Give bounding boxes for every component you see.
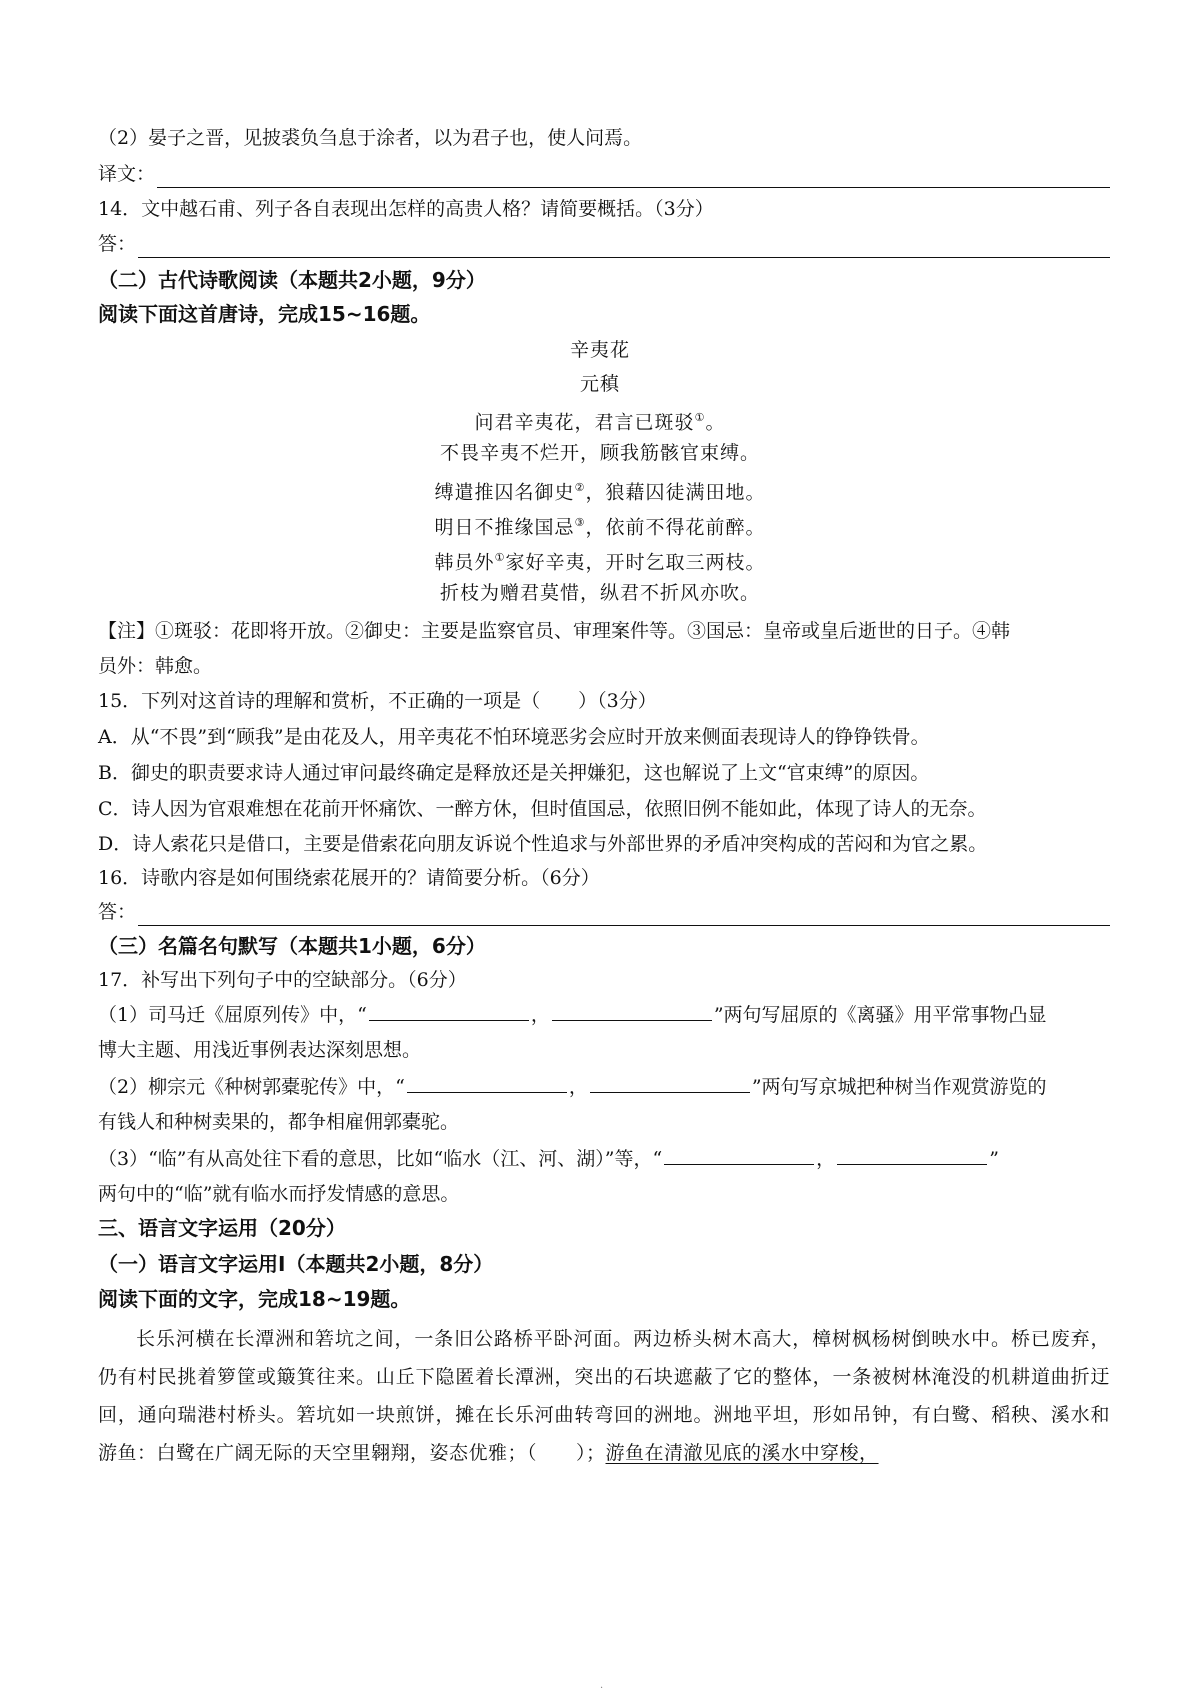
- q17-item-3: （3）“临”有从高处往下看的意思，比如“临水（江、河、湖）”等，“ ， ”: [98, 1144, 999, 1173]
- section-recite-heading: （三）名篇名句默写（本题共1小题，6分）: [98, 934, 486, 958]
- page-footer-mark: ·: [600, 1683, 604, 1694]
- footnote-marker: ①: [494, 551, 506, 564]
- q16-question: 16．诗歌内容是如何围绕索花展开的？请简要分析。（6分）: [98, 867, 600, 889]
- underlined-sentence: 游鱼在清澈见底的溪水中穿梭，: [605, 1442, 879, 1464]
- q13-2-translation-row: [98, 160, 1110, 188]
- section-poetry-instruction: 阅读下面这首唐诗，完成15~16题。: [98, 302, 431, 326]
- reading-passage: 长乐河横在长潭洲和箬坑之间，一条旧公路桥平卧河面。两边桥头树木高大，樟树枫杨树倒映水中。桥已废弃，仍有村民挑着箩筐或簸箕往来。山丘下隐匿着长潭洲，突出的石块遮蔽了它的整体，一条被树林淹没的机耕道曲折迂回，通向瑞港村桥头。箬坑如一块煎饼，摊在长乐河曲转弯回的洲地。洲地平坦，形如吊钟，有白鹭、稻秧、溪水和游鱼：白鹭在广阔无际的天空里翱翔，姿态优雅；（ ）；游鱼在清澈见底的溪水中穿梭，: [98, 1328, 1110, 1464]
- section-poetry-heading: （二）古代诗歌阅读（本题共2小题，9分）: [98, 268, 486, 292]
- poem-line: 折枝为赠君莫惜，纵君不折风亦吹。: [439, 582, 760, 604]
- q15-option-a[interactable]: A．从“不畏”到“顾我”是由花及人，用辛夷花不怕环境恶劣会应时开放来侧面表现诗人的铮铮铁骨。: [98, 726, 930, 748]
- footnote-marker: ③: [574, 516, 586, 529]
- fill-blank[interactable]: [369, 1000, 529, 1021]
- q14-answer-row: [98, 230, 1110, 258]
- poem-line: 韩员外①家好辛夷，开时乞取三两枝。: [434, 551, 766, 574]
- poem-line: 不畏辛夷不烂开，顾我筋骸官束缚。: [439, 442, 760, 464]
- q17-question: 17．补写出下列句子中的空缺部分。（6分）: [98, 969, 467, 991]
- q14-question: 14．文中越石甫、列子各自表现出怎样的高贵人格？请简要概括。（3分）: [98, 198, 714, 220]
- answer-label: 答：: [98, 233, 137, 255]
- q17-item-2: （2）柳宗元《种树郭橐驼传》中，“ ， ”两句写京城把种树当作观赏游览的: [98, 1072, 1047, 1101]
- q17-item-1: （1）司马迁《屈原列传》中，“ ， ”两句写屈原的《离骚》用平常事物凸显: [98, 1000, 1047, 1029]
- q15-option-c[interactable]: C．诗人因为官艰难想在花前开怀痛饮、一醉方休，但时值国忌，依照旧例不能如此，体现了诗人的无奈。: [98, 798, 987, 820]
- q17-item-1-cont: 博大主题、用浅近事例表达深刻思想。: [98, 1039, 422, 1061]
- poem-line: 明日不推缘国忌③，依前不得花前醉。: [434, 516, 766, 539]
- translation-label: 译文：: [98, 163, 156, 185]
- translation-answer-line[interactable]: [157, 165, 1110, 188]
- fill-blank[interactable]: [590, 1072, 750, 1093]
- poem-line: 问君辛夷花，君言已斑驳①。: [474, 411, 726, 434]
- fill-blank[interactable]: [837, 1144, 987, 1165]
- fill-blank[interactable]: [552, 1000, 712, 1021]
- q15-option-b[interactable]: B．御史的职责要求诗人通过审问最终确定是释放还是关押嫌犯，这也解说了上文“官束缚”的原因。: [98, 762, 930, 784]
- poem-line: 缚遣推囚名御史②，狼藉囚徒满田地。: [434, 481, 766, 504]
- q15-question: 15．下列对这首诗的理解和赏析，不正确的一项是（ ）（3分）: [98, 690, 657, 712]
- footnote-marker: ②: [574, 481, 586, 494]
- q17-item-2-cont: 有钱人和种树卖果的，都争相雇佣郭橐驼。: [98, 1111, 460, 1133]
- fill-blank[interactable]: [407, 1072, 567, 1093]
- q17-item-3-cont: 两句中的“临”就有临水而抒发情感的意思。: [98, 1183, 460, 1205]
- footnote-marker: ①: [694, 411, 706, 424]
- answer-label: 答：: [98, 901, 137, 923]
- q13-2-sentence: （2）晏子之晋，见披裘负刍息于涂者，以为君子也，使人问焉。: [98, 127, 643, 149]
- section-language-subheading: （一）语言文字运用Ⅰ（本题共2小题，8分）: [98, 1252, 494, 1276]
- poem-title: 辛夷花: [569, 339, 630, 361]
- section-language-instruction: 阅读下面的文字，完成18~19题。: [98, 1287, 411, 1311]
- poem-notes-line-2: 员外：韩愈。: [98, 655, 213, 677]
- q16-answer-row: [98, 898, 1110, 926]
- section-language-heading: 三、语言文字运用（20分）: [98, 1216, 346, 1240]
- q15-option-d[interactable]: D．诗人索花只是借口，主要是借索花向朋友诉说个性追求与外部世界的矛盾冲突构成的苦闷和为官之累。: [98, 833, 988, 855]
- fill-blank[interactable]: [664, 1144, 814, 1165]
- q14-answer-line[interactable]: [138, 235, 1110, 258]
- poem-author: 元稹: [579, 373, 620, 395]
- poem-notes-line-1: 【注】①斑驳：花即将开放。②御史：主要是监察官员、审理案件等。③国忌：皇帝或皇后逝世的日子。④韩: [98, 620, 1011, 642]
- q16-answer-line[interactable]: [138, 903, 1110, 926]
